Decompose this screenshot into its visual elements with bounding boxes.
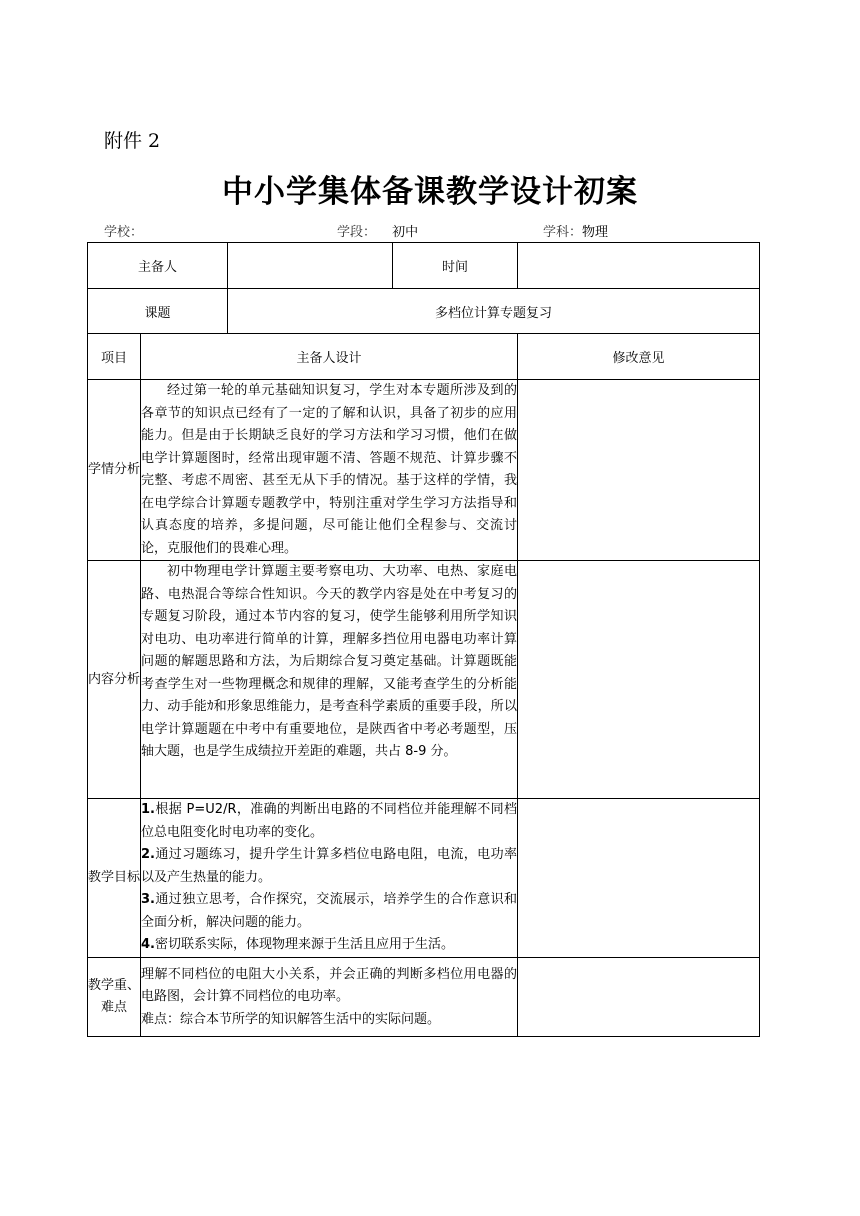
table-row — [88, 799, 760, 958]
table-row — [88, 957, 760, 1036]
time-label: 时间 — [393, 243, 518, 289]
teaching-goals-revision — [518, 799, 760, 958]
teaching-goals-cell — [141, 799, 518, 958]
subject-label: 学科： — [543, 225, 583, 240]
goal-item: 2.通过习题练习，提升学生计算多档位电路电阻，电流，电功率以及产生热量的能力。 — [141, 847, 518, 885]
column-header-design: 主备人设计 — [141, 334, 518, 380]
key-points-revision — [518, 957, 760, 1036]
topic-value: 多档位计算专题复习 — [228, 289, 760, 334]
content-analysis-label: 内容分析 — [88, 561, 141, 799]
goal-item: 3.通过独立思考，合作探究，交流展示，培养学生的合作意识和全面分析，解决问题的能力。 — [141, 892, 518, 930]
lesson-plan-table — [87, 242, 760, 1037]
column-header-item: 项目 — [88, 334, 141, 380]
table-row — [88, 289, 760, 334]
difficulty-text: 难点：综合本节所学的知识解答生活中的实际问题。 — [141, 1011, 441, 1027]
preparer-label: 主备人 — [88, 243, 228, 289]
key-point-text: 理解不同档位的电阻大小关系，并会正确的判断多档位用电器的电路图，会计算不同档位的电功率。 — [141, 966, 518, 1004]
student-analysis-revision — [518, 380, 760, 561]
subject-field — [543, 221, 608, 240]
table-row — [88, 561, 760, 799]
attachment-label: 附件 2 — [104, 130, 161, 152]
goal-item: 1.根据 P=U2/R，准确的判断出电路的不同档位并能理解不同档位总电阻变化时电功率的变化。 — [141, 802, 518, 840]
school-label: 学校： — [104, 225, 144, 240]
student-analysis-text: 经过第一轮的单元基础知识复习，学生对本专题所涉及到的各章节的知识点已经有了一定的了解和认识，具备了初步的应用能力。但是由于长期缺乏良好的学习方法和学习习惯，他们在做电学计算题图时，经常出现审题不清、答题不规范、计算步骤不完整、考虑不周密、甚至无从下手的情况。基于这样的学情，我在电学综合计算题专题教学中，特别注重对学生学习方法指导和认真态度的培养，多提问题，尽可能让他们全程参与、交流讨论，克服他们的畏难心理。 — [141, 383, 518, 556]
teaching-goals-label: 教学目标 — [88, 799, 141, 958]
table-row — [88, 380, 760, 561]
document-title: 中小学集体备课教学设计初案 — [222, 174, 638, 210]
column-header-revision: 修改意见 — [518, 334, 760, 380]
content-analysis-revision — [518, 561, 760, 799]
time-value — [518, 243, 760, 289]
stage-label: 学段： — [337, 225, 377, 240]
table-row — [88, 334, 760, 380]
stage-field — [337, 221, 418, 240]
goal-item: 4.密切联系实际，体现物理来源于生活且应用于生活。 — [141, 937, 454, 952]
key-points-label: 教学重、难点 — [88, 957, 141, 1036]
stage-value: 初中 — [392, 225, 419, 240]
content-analysis-text: 初中物理电学计算题主要考察电功、大功率、电热、家庭电路、电热混合等综合性知识。今天的教学内容是处在中考复习的专题复习阶段，通过本节内容的复习，使学生能够利用所学知识对电功、电功率进行简单的计算，理解多挡位用电器电功率计算问题的解题思路和方法，为后期综合复习奠定基础。计算题既能考查学生对一些物理概念和规律的理解，又能考查学生的分析能力、动手能ｶ和形象思维能力，是考查科学素质的重要手段，所以电学计算题题在中考中有重要地位，是陕西省中考必考题型，压轴大题，也是学生成绩拉开差距的难题，共占 8-9 分。 — [141, 564, 518, 759]
topic-label: 课题 — [88, 289, 228, 334]
preparer-value — [228, 243, 393, 289]
key-points-cell — [141, 957, 518, 1036]
school-field — [104, 221, 143, 240]
student-analysis-label: 学情分析 — [88, 380, 141, 561]
table-row — [88, 243, 760, 289]
subject-value: 物理 — [582, 225, 609, 240]
student-analysis-cell — [141, 380, 518, 561]
content-analysis-cell — [141, 561, 518, 799]
